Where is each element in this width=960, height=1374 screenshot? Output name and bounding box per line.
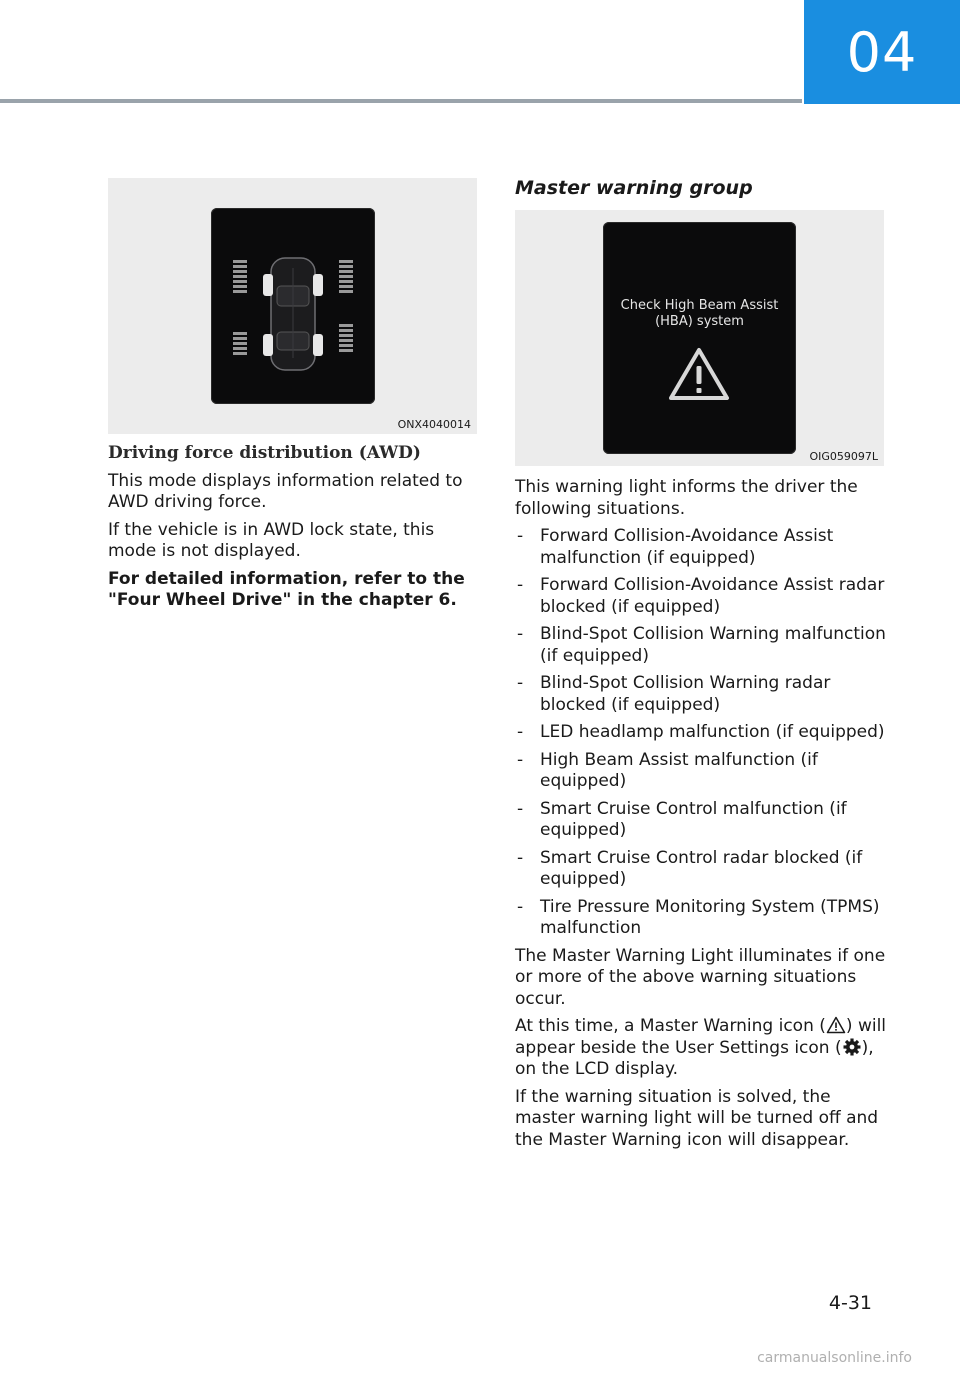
- paragraph: If the warning situation is solved, the master warning light will be turned off and the Master Warning icon will disappear.: [515, 1086, 879, 1150]
- paragraph: The Master Warning Light illuminates if one or more of the above warning situations occur.: [515, 945, 886, 1009]
- master-warning-figure: [515, 210, 884, 466]
- chapter-tab: 04: [804, 0, 960, 104]
- list-item: - Forward Collision-Avoidance Assist malfunction (if equipped): [515, 526, 887, 569]
- right-column: [515, 477, 887, 1157]
- header-rule: [0, 99, 802, 103]
- screen-line: (HBA) system: [655, 314, 744, 329]
- warning-triangle-icon: [826, 1016, 846, 1034]
- intro-paragraph: This warning light informs the driver the following situations.: [515, 477, 858, 519]
- awd-figure: [108, 178, 477, 434]
- awd-screen: [211, 208, 375, 404]
- gear-icon: [842, 1038, 862, 1056]
- page-number: 4-31: [828, 1292, 872, 1314]
- list-item: - Blind-Spot Collision Warning radar blocked (if equipped): [515, 673, 887, 716]
- warning-screen: [603, 222, 796, 454]
- screen-line: Check High Beam Assist: [620, 298, 779, 313]
- reference-note: For detailed information, refer to the "Four Wheel Drive" in the chapter 6.: [108, 568, 465, 610]
- section-title: Driving force distribution (AWD): [108, 443, 421, 463]
- watermark: carmanualsonline.info: [757, 1350, 912, 1366]
- paragraph: This mode displays information related to AWD driving force.: [108, 470, 463, 512]
- figure-code: ONX4040014: [397, 418, 471, 431]
- situation-list: [515, 526, 887, 940]
- list-item: - High Beam Assist malfunction (if equipped): [515, 750, 887, 793]
- figure-code: OIG059097L: [809, 450, 878, 463]
- awd-car-icon: [211, 208, 375, 404]
- left-column: [108, 443, 480, 618]
- paragraph: If the vehicle is in AWD lock state, this mode is not displayed.: [108, 519, 435, 561]
- section-heading: Master warning group: [515, 177, 753, 199]
- warning-triangle-icon: [667, 346, 731, 402]
- icon-paragraph: [515, 1016, 887, 1081]
- list-item: - Smart Cruise Control radar blocked (if equipped): [515, 848, 887, 891]
- text-run: At this time, a Master Warning icon (: [515, 1016, 826, 1036]
- text-run: ), on the LCD display.: [515, 1037, 874, 1079]
- list-item: - Blind-Spot Collision Warning malfunction (if equipped): [515, 624, 887, 667]
- list-item: - Tire Pressure Monitoring System (TPMS) malfunction: [515, 897, 887, 940]
- text-run: ) will appear beside the User Settings icon (: [515, 1016, 887, 1058]
- list-item: - LED headlamp malfunction (if equipped): [515, 722, 887, 744]
- list-item: - Smart Cruise Control malfunction (if equipped): [515, 799, 887, 842]
- list-item: - Forward Collision-Avoidance Assist radar blocked (if equipped): [515, 575, 887, 618]
- screen-message: [603, 298, 796, 330]
